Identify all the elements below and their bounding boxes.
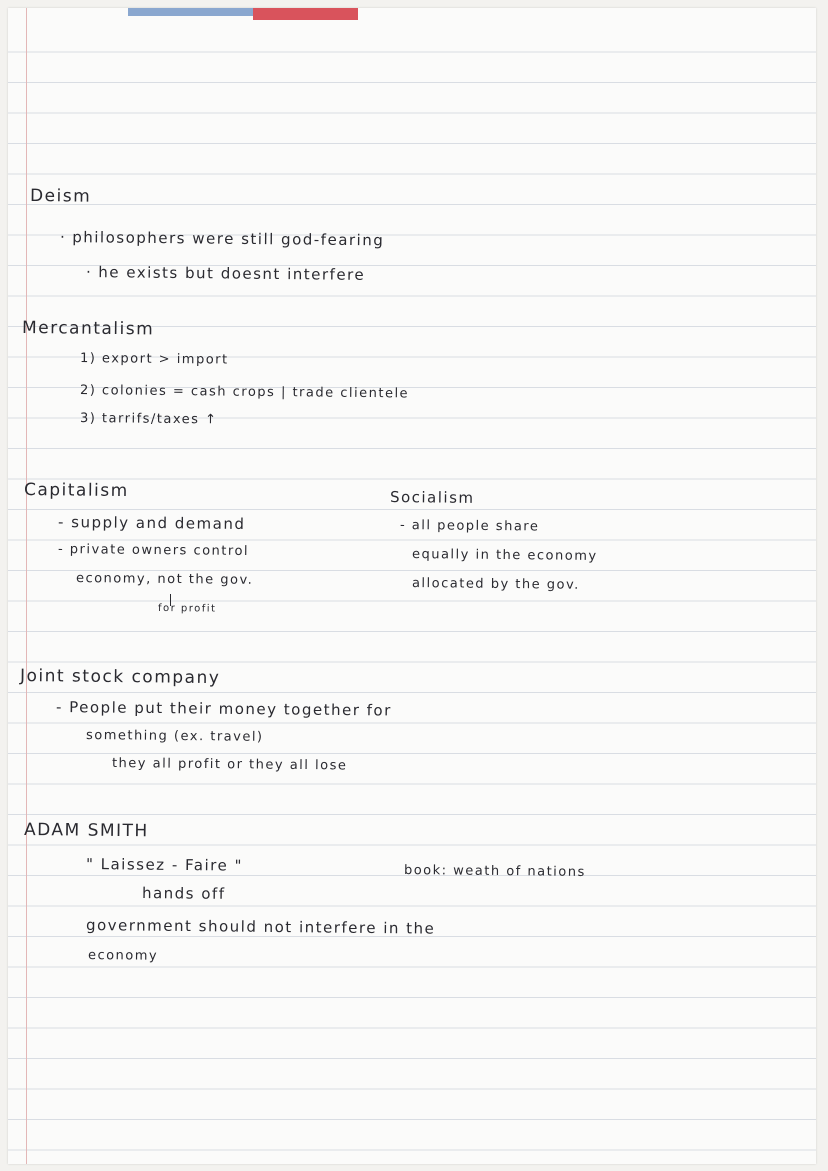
- joint-stock-line-3: they all profit or they all lose: [111, 756, 348, 774]
- socialism-line-1: - all people share: [399, 518, 540, 535]
- margin-line: [26, 8, 27, 1164]
- mercantalism-item-3: 3) tarrifs/taxes ↑: [79, 411, 218, 428]
- joint-stock-heading: Joint stock company: [19, 666, 221, 689]
- economy-word: economy: [87, 948, 159, 964]
- socialism-heading: Socialism: [389, 488, 475, 507]
- deism-point-1: · philosophers were still god-fearing: [60, 228, 384, 249]
- deism-heading: Deism: [29, 186, 92, 207]
- socialism-line-2: equally in the economy: [411, 547, 598, 564]
- deism-point-2: · he exists but doesnt interfere: [86, 263, 365, 284]
- mercantalism-heading: Mercantalism: [21, 318, 155, 340]
- washi-tape-red: [253, 8, 358, 20]
- government-line: government should not interfere in the: [85, 916, 436, 938]
- adam-smith-heading: ADAM SMITH: [23, 820, 149, 842]
- socialism-line-3: allocated by the gov.: [411, 576, 580, 593]
- joint-stock-line-1: - People put their money together for: [55, 698, 392, 720]
- notebook-page: [8, 8, 816, 1164]
- laissez-faire-quote: " Laissez - Faire ": [85, 855, 244, 875]
- capitalism-heading: Capitalism: [23, 480, 129, 502]
- hands-off-note: hands off: [141, 884, 226, 903]
- capitalism-economy-line: economy, not the gov.: [75, 571, 254, 588]
- capitalism-point-2: - private owners control: [57, 542, 250, 560]
- capitalism-point-1: - supply and demand: [57, 513, 246, 533]
- for-profit-note: for profit: [157, 603, 217, 615]
- mercantalism-item-2: 2) colonies = cash crops | trade clientele: [79, 383, 410, 402]
- washi-tape-blue: [128, 8, 253, 16]
- mercantalism-item-1: 1) export > import: [79, 351, 229, 368]
- joint-stock-line-2: something (ex. travel): [85, 728, 264, 745]
- book-note: book: weath of nations: [403, 863, 586, 880]
